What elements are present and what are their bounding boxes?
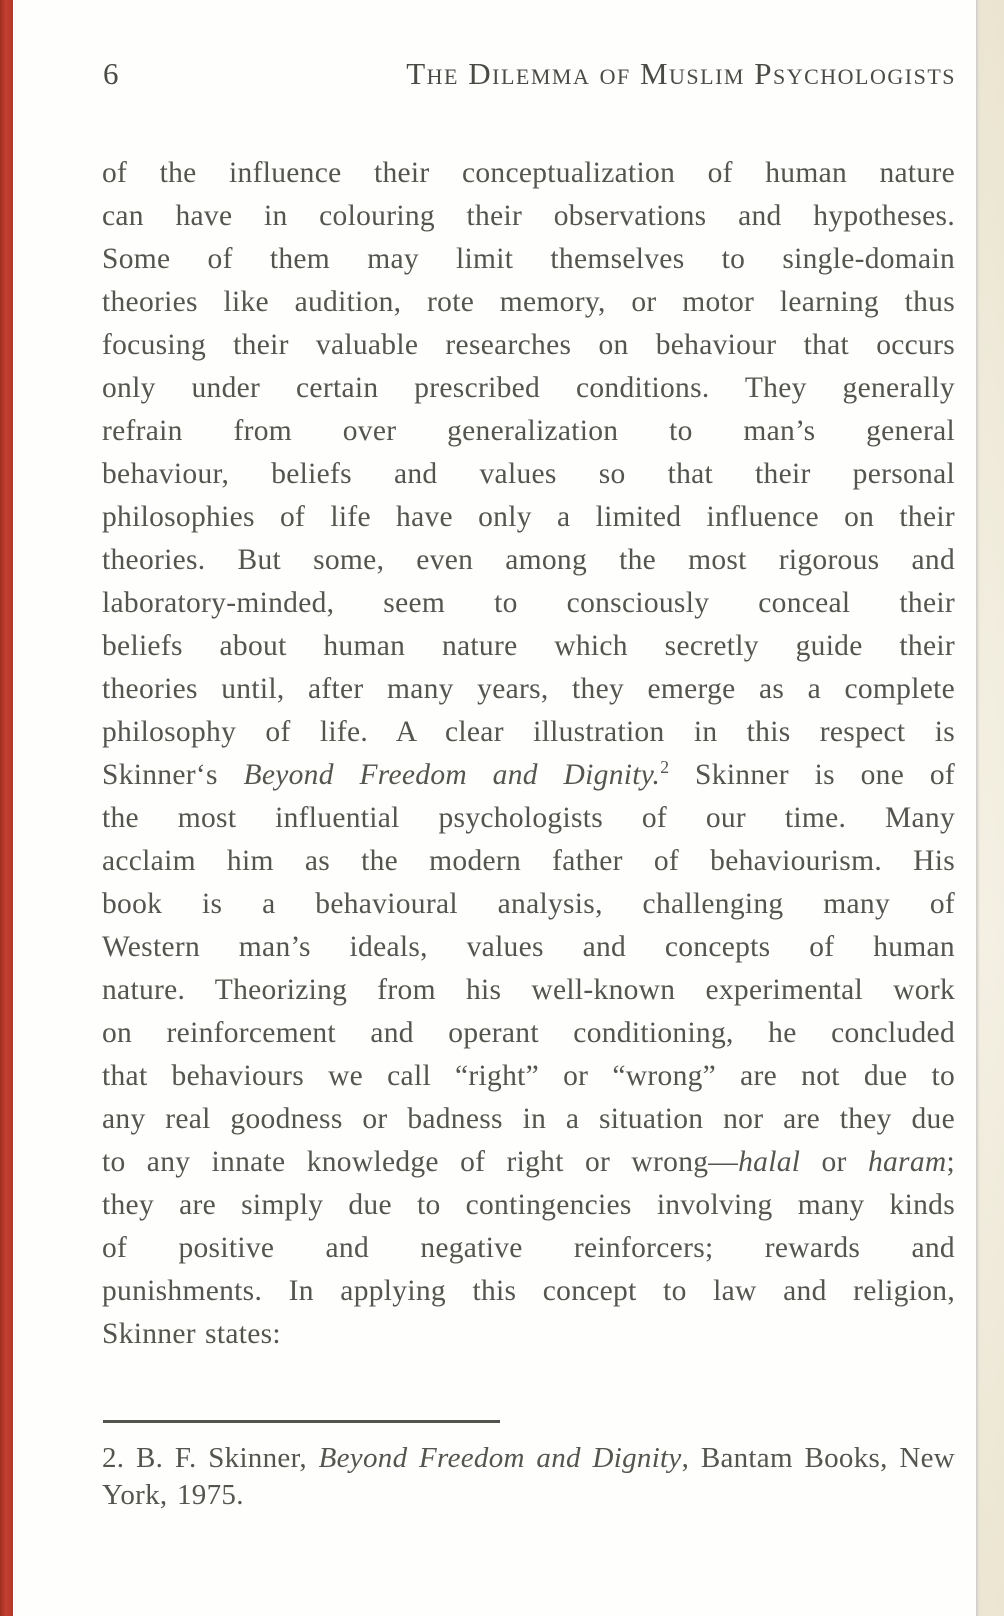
body-line: beliefs about human nature which secretly guide their [102,630,955,662]
body-line: Some of them may limit themselves to single-domain [102,243,955,275]
body-line: that behaviours we call “right” or “wrong” are not due to [102,1060,955,1092]
body-line: Western man’s ideals, values and concepts of human [102,931,955,963]
body-line: book is a behavioural analysis, challenging many of [102,888,955,920]
body-line: they are simply due to contingencies involving many kinds [102,1189,955,1221]
body-line: Skinner states: [102,1318,281,1350]
body-line: laboratory-minded, seem to consciously conceal their [102,587,955,619]
body-line: punishments. In applying this concept to law and religion, [102,1275,955,1307]
footnote [102,1440,955,1514]
footnote-divider [103,1420,500,1423]
body-line: theories. But some, even among the most rigorous and [102,544,955,576]
footnote-line: 2. B. F. Skinner, Beyond Freedom and Dignity, Bantam Books, New [102,1442,955,1474]
body-line: Skinner‘s Beyond Freedom and Dignity.$^2$ Skinner is one of [102,757,956,791]
body-line: philosophy of life. A clear illustration in this respect is [102,716,955,748]
body-line: of positive and negative reinforcers; rewards and [102,1232,955,1264]
body-line: any real goodness or badness in a situation nor are they due [102,1103,955,1135]
body-text [102,152,955,1356]
body-line: theories until, after many years, they emerge as a complete [102,673,955,705]
body-line: philosophies of life have only a limited influence on their [102,501,955,533]
body-line: acclaim him as the modern father of behaviourism. His [102,845,955,877]
body-line: behaviour, beliefs and values so that their personal [102,458,955,490]
body-line: the most influential psychologists of our time. Many [102,802,955,834]
facing-page-edge [976,0,1004,1616]
body-line: nature. Theorizing from his well-known experimental work [102,974,955,1006]
footnote-line: York, 1975. [102,1479,244,1511]
body-line: focusing their valuable researches on behaviour that occurs [102,329,955,361]
running-header [102,57,956,91]
body-line: can have in colouring their observations and hypotheses. [102,200,955,232]
body-line: to any innate knowledge of right or wrong—halal or haram; [102,1146,955,1178]
body-line: refrain from over generalization to man’s general [102,415,955,447]
body-line: on reinforcement and operant conditioning, he concluded [102,1017,955,1049]
book-cover-edge [0,0,13,1616]
body-line: of the influence their conceptualization of human nature [102,157,955,189]
page-number: 6 [103,56,119,91]
body-line: theories like audition, rote memory, or motor learning thus [102,286,955,318]
running-title: The Dilemma of Muslim Psychologists [406,56,956,91]
body-line: only under certain prescribed conditions. They generally [102,372,955,404]
